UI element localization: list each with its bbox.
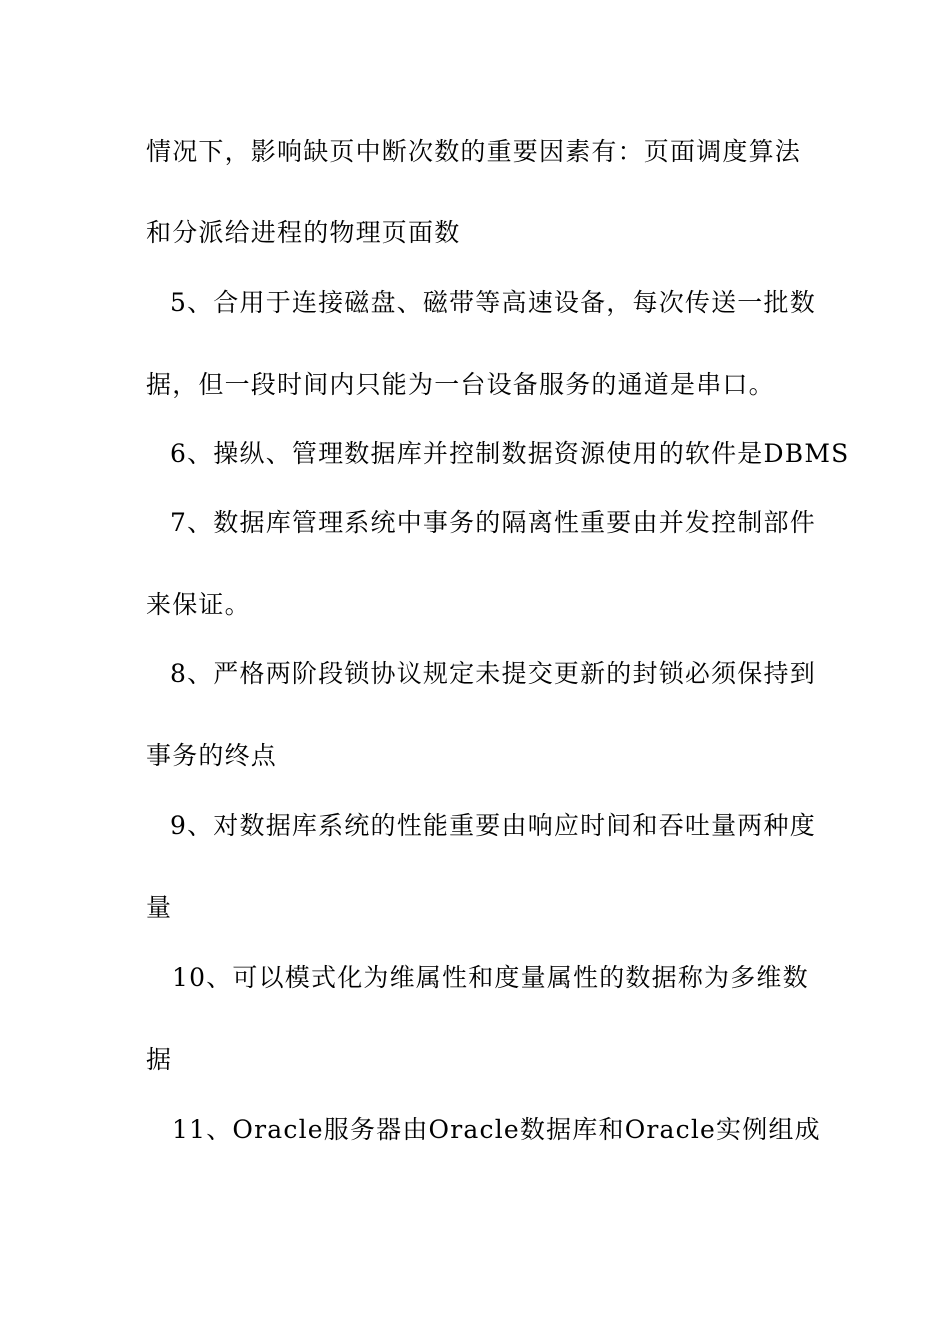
- text-line-6: 7、数据库管理系统中事务的隔离性重要由并发控制部件: [170, 508, 816, 537]
- text-line-10: 9、对数据库系统的性能重要由响应时间和吞吐量两种度: [170, 811, 816, 840]
- text-line-13: 据: [146, 1045, 173, 1074]
- text-line-1: 情况下，影响缺页中断次数的重要因素有：页面调度算法: [146, 137, 802, 166]
- text-line-9: 事务的终点: [146, 741, 278, 770]
- text-line-7: 来保证。: [146, 590, 251, 619]
- text-line-4: 据，但一段时间内只能为一台设备服务的通道是串口。: [146, 370, 775, 399]
- text-line-5: 6、操纵、管理数据库并控制数据资源使用的软件是DBMS: [170, 439, 850, 468]
- text-line-14: 11、Oracle服务器由Oracle数据库和Oracle实例组成: [172, 1115, 821, 1144]
- text-line-3: 5、合用于连接磁盘、磁带等高速设备，每次传送一批数: [170, 288, 816, 317]
- text-line-2: 和分派给进程的物理页面数: [146, 218, 461, 247]
- text-line-11: 量: [146, 893, 173, 922]
- text-line-12: 10、可以模式化为维属性和度量属性的数据称为多维数: [172, 963, 809, 992]
- text-line-8: 8、严格两阶段锁协议规定未提交更新的封锁必须保持到: [170, 659, 816, 688]
